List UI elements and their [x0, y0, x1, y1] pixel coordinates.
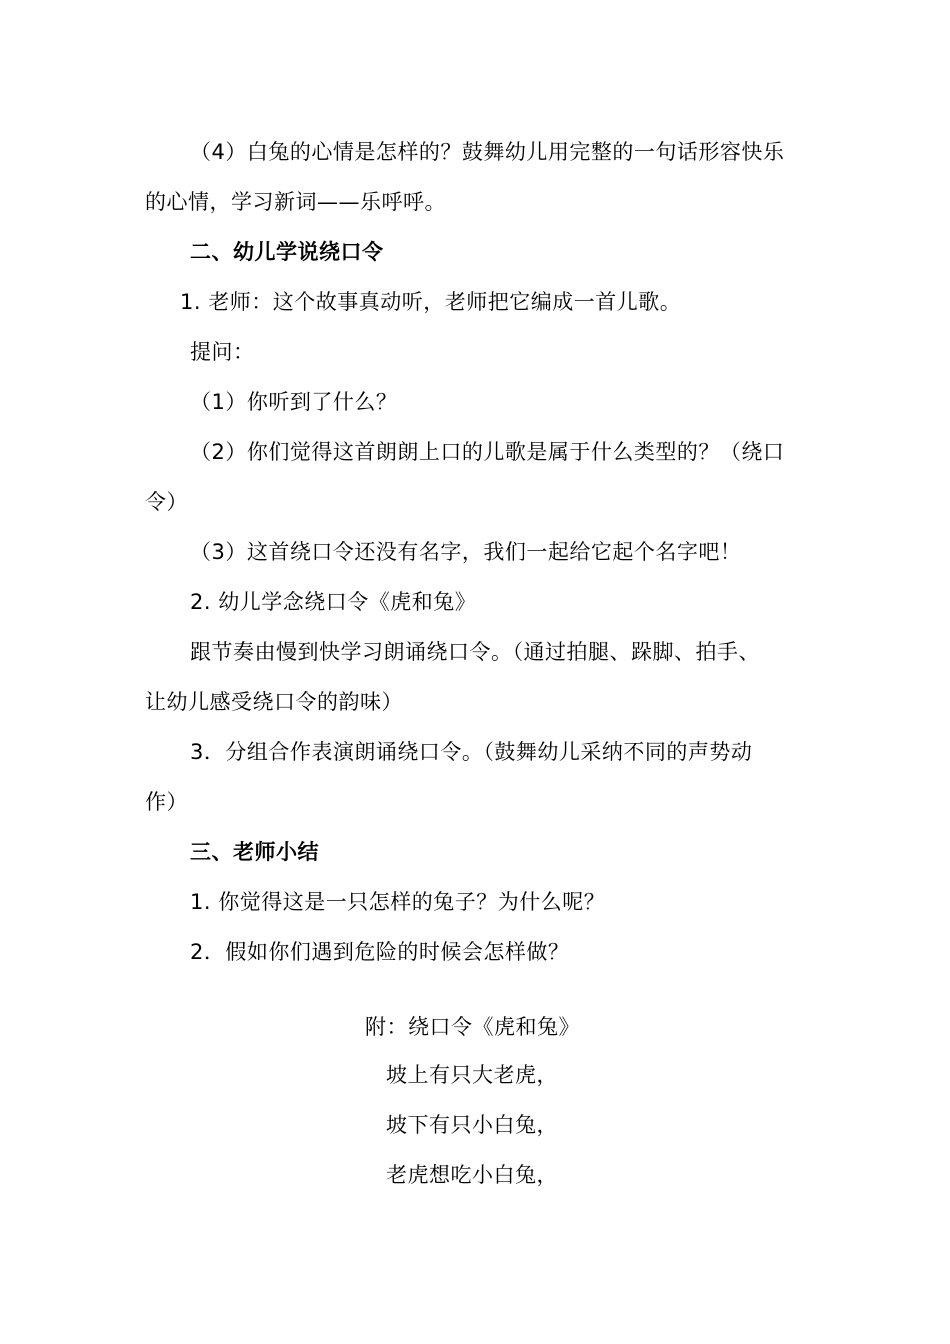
list-item-2-description-line-1: 跟节奏由慢到快学习朗诵绕口令。（通过拍腿、跺脚、拍手、 [190, 640, 760, 664]
section-heading-2: 二、幼儿学说绕口令 [190, 240, 384, 264]
section-heading-3: 三、老师小结 [190, 840, 319, 864]
question-1: （1）你听到了什么？ [190, 390, 398, 414]
poem-line-3: 老虎想吃小白兔， [386, 1163, 558, 1187]
paragraph-question-4-line-1: （4）白兔的心情是怎样的？鼓舞幼儿用完整的一句话形容快乐 [190, 140, 785, 164]
appendix-title: 附：绕口令《虎和兔》 [365, 1015, 580, 1039]
question-label: 提问： [190, 340, 255, 364]
list-item-2-description-line-2: 让幼儿感受绕口令的韵味） [145, 690, 403, 714]
list-item-3-line-1: 3．分组合作表演朗诵绕口令。（鼓舞幼儿采纳不同的声势动 [190, 740, 753, 764]
poem-line-2: 坡下有只小白兔， [386, 1113, 558, 1137]
summary-item-1: 1. 你觉得这是一只怎样的兔子？为什么呢？ [190, 890, 606, 914]
question-2-line-2: 令） [145, 490, 188, 514]
list-item-2: 2. 幼儿学念绕口令《虎和兔》 [190, 590, 477, 614]
summary-item-2: 2．假如你们遇到危险的时候会怎样做？ [190, 940, 570, 964]
paragraph-question-4-line-2: 的心情，学习新词——乐呼呼。 [145, 190, 446, 214]
question-2-line-1: （2）你们觉得这首朗朗上口的儿歌是属于什么类型的？（绕口 [190, 440, 785, 464]
list-item-3-line-2: 作） [145, 790, 188, 814]
poem-line-1: 坡上有只大老虎， [386, 1063, 558, 1087]
list-item-1: 1. 老师：这个故事真动听，老师把它编成一首儿歌。 [180, 290, 682, 314]
question-3: （3）这首绕口令还没有名字，我们一起给它起个名字吧！ [190, 540, 742, 564]
